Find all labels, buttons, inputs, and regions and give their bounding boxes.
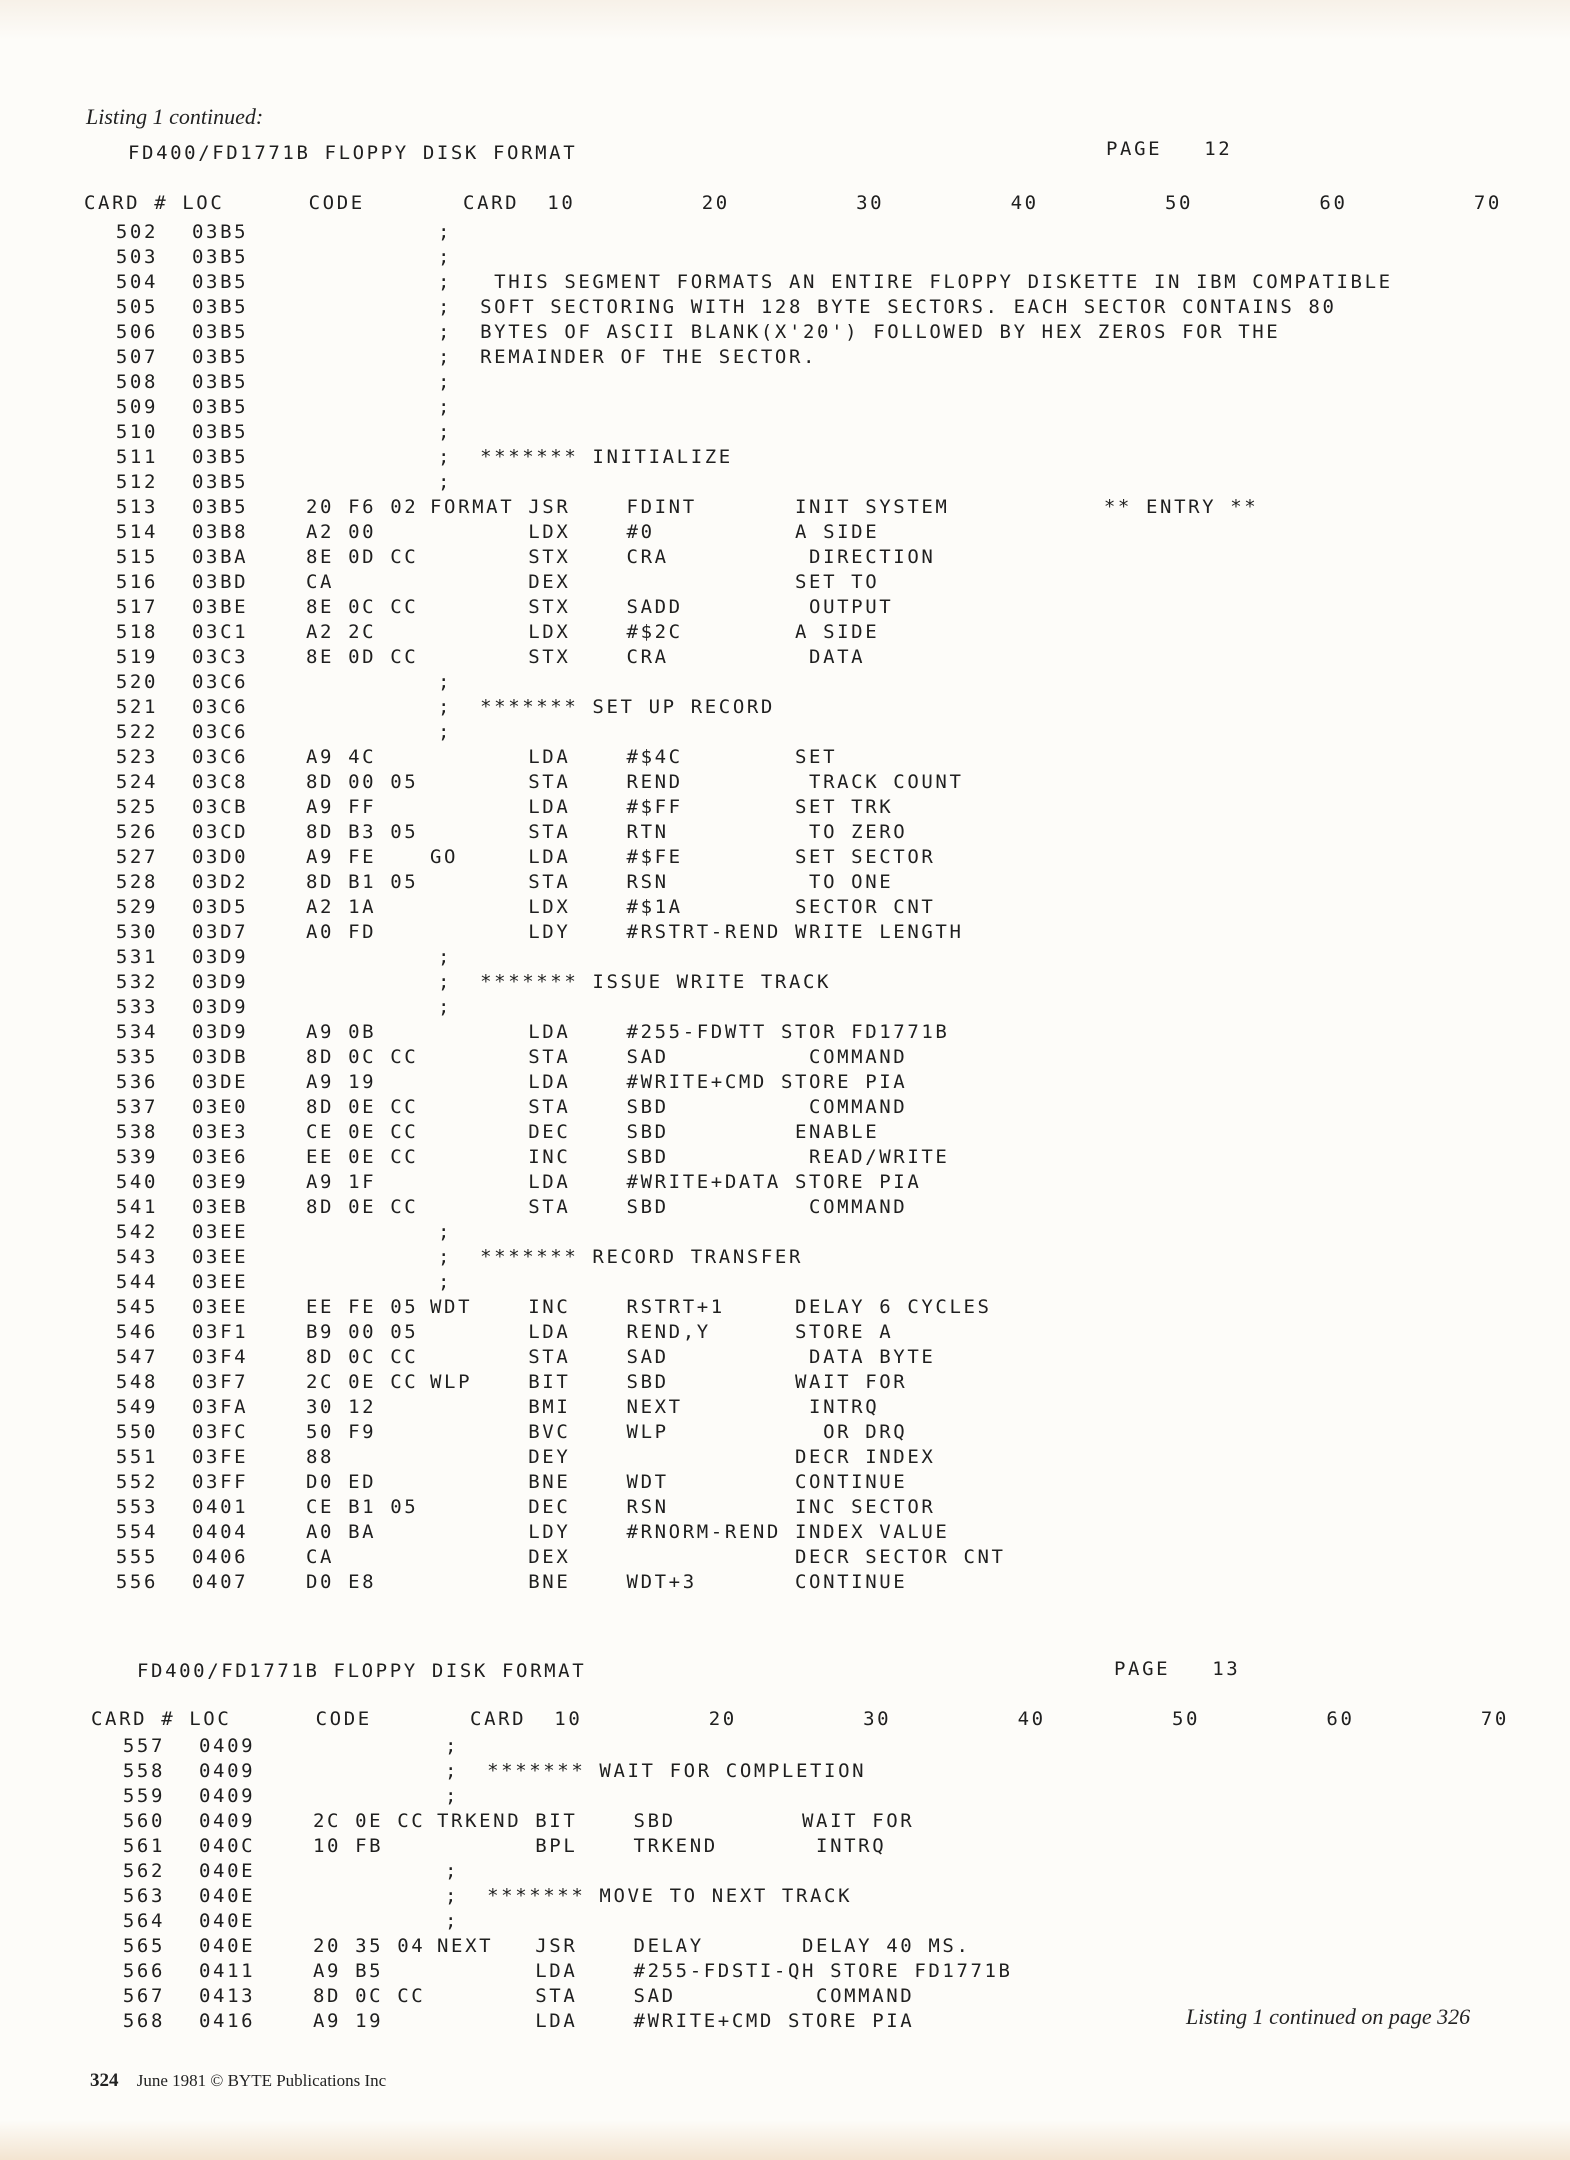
location: 03FE	[192, 1446, 249, 1468]
location: 03B5	[192, 396, 249, 418]
source-text: STX CRA DATA	[430, 646, 866, 668]
location: 0404	[192, 1521, 249, 1543]
source-text: STA SBD COMMAND	[430, 1196, 908, 1218]
source-text: TRKEND BIT SBD WAIT FOR	[437, 1810, 915, 1832]
listing-caption-bottom: Listing 1 continued on page 326	[1186, 2004, 1471, 2029]
object-code: 10 FB	[313, 1835, 384, 1857]
section-1-column-header: CARD # LOC CODE CARD 10 20 30 40 50 60 70	[84, 192, 1502, 214]
card-number: 567	[122, 1985, 165, 2007]
location: 03B5	[192, 446, 249, 468]
source-text: ;	[445, 1910, 460, 1932]
card-number: 521	[115, 696, 158, 718]
card-number: 538	[115, 1121, 158, 1143]
location: 03D9	[192, 996, 249, 1018]
location: 03EE	[192, 1221, 249, 1243]
card-number: 504	[115, 271, 158, 293]
section-1-title: FD400/FD1771B FLOPPY DISK FORMAT	[128, 142, 578, 164]
card-number: 536	[115, 1071, 158, 1093]
source-text: LDY #RSTRT-REND WRITE LENGTH	[430, 921, 964, 943]
page-footer	[90, 2070, 386, 2092]
object-code: 8D 0C CC	[306, 1046, 419, 1068]
location: 03EE	[192, 1246, 249, 1268]
card-number: 564	[122, 1910, 165, 1932]
location: 0409	[199, 1810, 256, 1832]
source-text: ;	[438, 946, 453, 968]
location: 0409	[199, 1785, 256, 1807]
source-text: LDA #255-FDWTT STOR FD1771B	[430, 1021, 950, 1043]
card-number: 506	[115, 321, 158, 343]
card-number: 502	[115, 221, 158, 243]
object-code: A9 B5	[313, 1960, 384, 1982]
object-code: CE B1 05	[306, 1496, 419, 1518]
source-text: ;	[438, 371, 453, 393]
location: 03BE	[192, 596, 249, 618]
object-code: A0 BA	[306, 1521, 377, 1543]
location: 03C8	[192, 771, 249, 793]
card-number: 522	[115, 721, 158, 743]
location: 040E	[199, 1885, 256, 1907]
source-text: ; SOFT SECTORING WITH 128 BYTE SECTORS. EACH SECTOR CONTAINS 80	[438, 296, 1337, 318]
location: 03B5	[192, 421, 249, 443]
source-text: ;	[438, 1271, 453, 1293]
card-number: 529	[115, 896, 158, 918]
source-text: LDX #$1A SECTOR CNT	[430, 896, 936, 918]
source-text: LDA #WRITE+DATA STORE PIA	[430, 1171, 922, 1193]
location: 040E	[199, 1910, 256, 1932]
source-text: STA SAD COMMAND	[430, 1046, 908, 1068]
location: 03B5	[192, 371, 249, 393]
source-text: ;	[438, 246, 453, 268]
location: 0401	[192, 1496, 249, 1518]
source-text: ; ******* WAIT FOR COMPLETION	[445, 1760, 867, 1782]
location: 0416	[199, 2010, 256, 2032]
source-text: LDX #0 A SIDE	[430, 521, 880, 543]
object-code: A2 00	[306, 521, 377, 543]
source-text: ; ******* INITIALIZE	[438, 446, 733, 468]
section-2-column-header: CARD # LOC CODE CARD 10 20 30 40 50 60 70	[91, 1708, 1509, 1730]
location: 03D7	[192, 921, 249, 943]
object-code: 88	[306, 1446, 335, 1468]
section-2-page: PAGE 13	[1114, 1658, 1241, 1680]
source-text: ;	[445, 1785, 460, 1807]
object-code: 30 12	[306, 1396, 377, 1418]
card-number: 524	[115, 771, 158, 793]
location: 03C6	[192, 671, 249, 693]
source-text: BNE WDT CONTINUE	[430, 1471, 908, 1493]
source-text: ; ******* ISSUE WRITE TRACK	[438, 971, 832, 993]
card-number: 561	[122, 1835, 165, 1857]
card-number: 548	[115, 1371, 158, 1393]
source-text: ;	[438, 421, 453, 443]
object-code: D0 ED	[306, 1471, 377, 1493]
card-number: 568	[122, 2010, 165, 2032]
source-text: LDA #$4C SET	[430, 746, 838, 768]
card-number: 505	[115, 296, 158, 318]
card-number: 559	[122, 1785, 165, 1807]
source-text: DEC SBD ENABLE	[430, 1121, 880, 1143]
source-text: DEY DECR INDEX	[430, 1446, 936, 1468]
location: 03DE	[192, 1071, 249, 1093]
source-text: WLP BIT SBD WAIT FOR	[430, 1371, 908, 1393]
object-code: 2C 0E CC	[306, 1371, 419, 1393]
location: 03F7	[192, 1371, 249, 1393]
card-number: 558	[122, 1760, 165, 1782]
location: 03B5	[192, 246, 249, 268]
card-number: 537	[115, 1096, 158, 1118]
card-number: 528	[115, 871, 158, 893]
source-text: ;	[445, 1860, 460, 1882]
card-number: 552	[115, 1471, 158, 1493]
card-number: 508	[115, 371, 158, 393]
object-code: EE 0E CC	[306, 1146, 419, 1168]
source-text: STA SAD COMMAND	[437, 1985, 915, 2007]
object-code: 8E 0D CC	[306, 546, 419, 568]
footer-publication: June 1981 © BYTE Publications Inc	[136, 2071, 387, 2090]
source-text: ; ******* SET UP RECORD	[438, 696, 775, 718]
object-code: A9 1F	[306, 1171, 377, 1193]
location: 040E	[199, 1935, 256, 1957]
object-code: A9 19	[313, 2010, 384, 2032]
location: 03C6	[192, 696, 249, 718]
location: 03BD	[192, 571, 249, 593]
card-number: 512	[115, 471, 158, 493]
location: 03D2	[192, 871, 249, 893]
object-code: 20 F6 02	[306, 496, 419, 518]
card-number: 541	[115, 1196, 158, 1218]
source-text: DEX DECR SECTOR CNT	[430, 1546, 1006, 1568]
card-number: 518	[115, 621, 158, 643]
card-number: 532	[115, 971, 158, 993]
card-number: 535	[115, 1046, 158, 1068]
card-number: 539	[115, 1146, 158, 1168]
card-number: 560	[122, 1810, 165, 1832]
object-code: 8D B1 05	[306, 871, 419, 893]
object-code: A9 19	[306, 1071, 377, 1093]
card-number: 551	[115, 1446, 158, 1468]
source-text: ; REMAINDER OF THE SECTOR.	[438, 346, 818, 368]
card-number: 530	[115, 921, 158, 943]
location: 03B5	[192, 471, 249, 493]
card-number: 534	[115, 1021, 158, 1043]
object-code: A0 FD	[306, 921, 377, 943]
location: 03BA	[192, 546, 249, 568]
location: 03B5	[192, 321, 249, 343]
source-text: LDA #WRITE+CMD STORE PIA	[430, 1071, 908, 1093]
location: 03B5	[192, 271, 249, 293]
source-text: ;	[438, 396, 453, 418]
object-code: A9 FE	[306, 846, 377, 868]
card-number: 553	[115, 1496, 158, 1518]
location: 03E0	[192, 1096, 249, 1118]
source-text: ;	[438, 221, 453, 243]
location: 03C1	[192, 621, 249, 643]
source-text: LDA #$FF SET TRK	[430, 796, 894, 818]
card-number: 517	[115, 596, 158, 618]
card-number: 540	[115, 1171, 158, 1193]
source-text: DEC RSN INC SECTOR	[430, 1496, 936, 1518]
card-number: 542	[115, 1221, 158, 1243]
source-text: NEXT JSR DELAY DELAY 40 MS.	[437, 1935, 971, 1957]
section-2-title: FD400/FD1771B FLOPPY DISK FORMAT	[137, 1660, 587, 1682]
location: 0406	[192, 1546, 249, 1568]
location: 03EB	[192, 1196, 249, 1218]
card-number: 562	[122, 1860, 165, 1882]
card-number: 523	[115, 746, 158, 768]
object-code: 50 F9	[306, 1421, 377, 1443]
card-number: 555	[115, 1546, 158, 1568]
source-text: INC SBD READ/WRITE	[430, 1146, 950, 1168]
source-text: STA SBD COMMAND	[430, 1096, 908, 1118]
card-number: 546	[115, 1321, 158, 1343]
source-text: LDA REND,Y STORE A	[430, 1321, 894, 1343]
location: 03B5	[192, 346, 249, 368]
source-text: LDA #255-FDSTI-QH STORE FD1771B	[437, 1960, 1013, 1982]
card-number: 519	[115, 646, 158, 668]
source-text: ; BYTES OF ASCII BLANK(X'20') FOLLOWED BY HEX ZEROS FOR THE	[438, 321, 1281, 343]
source-text: ;	[438, 996, 453, 1018]
location: 0411	[199, 1960, 256, 1982]
card-number: 554	[115, 1521, 158, 1543]
card-number: 566	[122, 1960, 165, 1982]
location: 03B5	[192, 221, 249, 243]
card-number: 533	[115, 996, 158, 1018]
source-text: ;	[445, 1735, 460, 1757]
source-text: WDT INC RSTRT+1 DELAY 6 CYCLES	[430, 1296, 992, 1318]
card-number: 544	[115, 1271, 158, 1293]
location: 03E3	[192, 1121, 249, 1143]
location: 03EE	[192, 1271, 249, 1293]
object-code: CE 0E CC	[306, 1121, 419, 1143]
source-text: STA SAD DATA BYTE	[430, 1346, 936, 1368]
card-number: 511	[115, 446, 158, 468]
location: 03D9	[192, 1021, 249, 1043]
card-number: 547	[115, 1346, 158, 1368]
source-text: ; THIS SEGMENT FORMATS AN ENTIRE FLOPPY DISKETTE IN IBM COMPATIBLE	[438, 271, 1393, 293]
source-text: BMI NEXT INTRQ	[430, 1396, 880, 1418]
source-text: ;	[438, 721, 453, 743]
location: 03B5	[192, 296, 249, 318]
object-code: EE FE 05	[306, 1296, 419, 1318]
card-number: 563	[122, 1885, 165, 1907]
card-number: 514	[115, 521, 158, 543]
card-number: 565	[122, 1935, 165, 1957]
source-text: ;	[438, 1221, 453, 1243]
object-code: 8D 0E CC	[306, 1196, 419, 1218]
source-text: ; ******* RECORD TRANSFER	[438, 1246, 804, 1268]
location: 03C6	[192, 721, 249, 743]
source-text: STA RSN TO ONE	[430, 871, 894, 893]
source-text: DEX SET TO	[430, 571, 880, 593]
source-text: LDY #RNORM-REND INDEX VALUE	[430, 1521, 950, 1543]
object-code: 8D B3 05	[306, 821, 419, 843]
object-code: CA	[306, 1546, 335, 1568]
location: 0413	[199, 1985, 256, 2007]
section-1-page: PAGE 12	[1106, 138, 1233, 160]
source-text: STX SADD OUTPUT	[430, 596, 894, 618]
location: 03B5	[192, 496, 249, 518]
card-number: 545	[115, 1296, 158, 1318]
object-code: B9 00 05	[306, 1321, 419, 1343]
card-number: 520	[115, 671, 158, 693]
card-number: 510	[115, 421, 158, 443]
card-number: 525	[115, 796, 158, 818]
source-text: STA REND TRACK COUNT	[430, 771, 964, 793]
location: 040E	[199, 1860, 256, 1882]
card-number: 556	[115, 1571, 158, 1593]
source-text: ;	[438, 471, 453, 493]
object-code: 8E 0C CC	[306, 596, 419, 618]
card-number: 516	[115, 571, 158, 593]
source-text: ; ******* MOVE TO NEXT TRACK	[445, 1885, 853, 1907]
location: 03D0	[192, 846, 249, 868]
source-text: STX CRA DIRECTION	[430, 546, 936, 568]
source-text: LDX #$2C A SIDE	[430, 621, 880, 643]
location: 03CD	[192, 821, 249, 843]
card-number: 531	[115, 946, 158, 968]
location: 03EE	[192, 1296, 249, 1318]
object-code: D0 E8	[306, 1571, 377, 1593]
card-number: 513	[115, 496, 158, 518]
card-number: 543	[115, 1246, 158, 1268]
location: 03D9	[192, 971, 249, 993]
object-code: 8D 00 05	[306, 771, 419, 793]
source-text: BNE WDT+3 CONTINUE	[430, 1571, 908, 1593]
object-code: 8E 0D CC	[306, 646, 419, 668]
location: 0407	[192, 1571, 249, 1593]
object-code: CA	[306, 571, 335, 593]
source-text: STA RTN TO ZERO	[430, 821, 908, 843]
location: 03F1	[192, 1321, 249, 1343]
card-number: 507	[115, 346, 158, 368]
object-code: A2 1A	[306, 896, 377, 918]
card-number: 526	[115, 821, 158, 843]
location: 040C	[199, 1835, 256, 1857]
location: 03CB	[192, 796, 249, 818]
location: 03D5	[192, 896, 249, 918]
location: 03FC	[192, 1421, 249, 1443]
location: 03D9	[192, 946, 249, 968]
location: 03B8	[192, 521, 249, 543]
card-number: 515	[115, 546, 158, 568]
location: 03FA	[192, 1396, 249, 1418]
source-text: GO LDA #$FE SET SECTOR	[430, 846, 936, 868]
object-code: A9 4C	[306, 746, 377, 768]
source-text: LDA #WRITE+CMD STORE PIA	[437, 2010, 915, 2032]
source-text: BVC WLP OR DRQ	[430, 1421, 908, 1443]
object-code: 2C 0E CC	[313, 1810, 426, 1832]
card-number: 557	[122, 1735, 165, 1757]
object-code: 20 35 04	[313, 1935, 426, 1957]
location: 0409	[199, 1735, 256, 1757]
location: 03E9	[192, 1171, 249, 1193]
footer-page-number: 324	[90, 2070, 119, 2091]
location: 0409	[199, 1760, 256, 1782]
object-code: 8D 0C CC	[313, 1985, 426, 2007]
source-text: FORMAT JSR FDINT INIT SYSTEM ** ENTRY **	[430, 496, 1259, 518]
location: 03DB	[192, 1046, 249, 1068]
object-code: A9 FF	[306, 796, 377, 818]
card-number: 503	[115, 246, 158, 268]
location: 03FF	[192, 1471, 249, 1493]
listing-caption-top: Listing 1 continued:	[86, 104, 264, 129]
location: 03C6	[192, 746, 249, 768]
source-text: ;	[438, 671, 453, 693]
source-text: BPL TRKEND INTRQ	[437, 1835, 887, 1857]
location: 03F4	[192, 1346, 249, 1368]
card-number: 509	[115, 396, 158, 418]
object-code: 8D 0C CC	[306, 1346, 419, 1368]
card-number: 550	[115, 1421, 158, 1443]
location: 03C3	[192, 646, 249, 668]
card-number: 549	[115, 1396, 158, 1418]
location: 03E6	[192, 1146, 249, 1168]
object-code: A9 0B	[306, 1021, 377, 1043]
card-number: 527	[115, 846, 158, 868]
object-code: 8D 0E CC	[306, 1096, 419, 1118]
object-code: A2 2C	[306, 621, 377, 643]
